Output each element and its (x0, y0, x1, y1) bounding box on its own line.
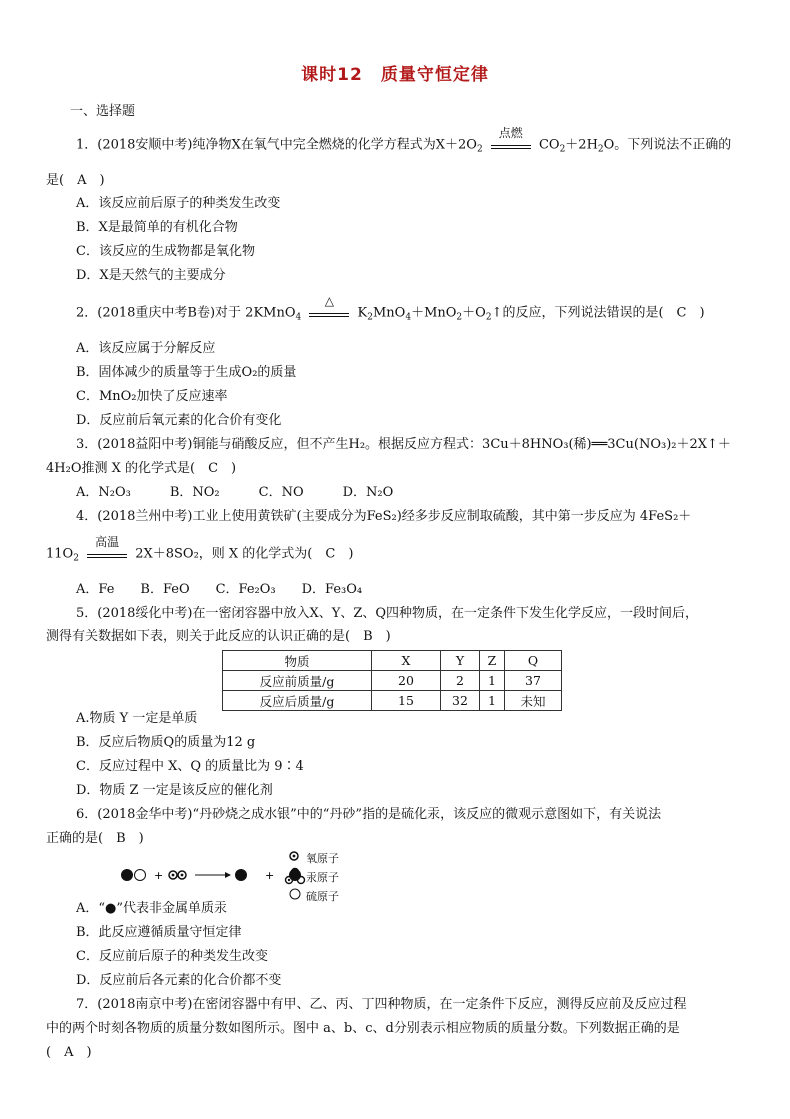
question-7-line-3: ( A ) (46, 1045, 92, 1060)
oxygen-atom-icon (288, 850, 300, 862)
question-5-line-2: 测得有关数据如下表，则关于此反应的认识正确的是( B ) (46, 629, 391, 644)
question-3-line-2: 4H₂O推测 X 的化学式是( C ) (46, 461, 237, 476)
table-cell: 反应后质量/g (223, 691, 372, 711)
table-header-cell: Y (441, 651, 480, 671)
option-b: B．此反应遵循质量守恒定律 (76, 925, 242, 940)
option-a: A．“●”代表非金属单质汞 (76, 901, 228, 916)
plus-sign: + (154, 869, 164, 882)
table-row (223, 691, 562, 711)
question-4-options: A．Fe B．FeO C．Fe₂O₃ D．Fe₃O₄ (76, 582, 363, 597)
mass-data-table (222, 650, 562, 711)
reaction-condition-arrow: 点燃 (491, 136, 531, 154)
legend-item-mercury: 汞原子 (288, 867, 339, 886)
option-d: D．X是天然气的主要成分 (76, 268, 226, 283)
atom-legend (288, 848, 339, 905)
mercury-atom-icon (121, 869, 133, 881)
option-c: C．该反应的生成物都是氧化物 (76, 244, 255, 259)
table-cell: 2 (441, 671, 480, 691)
table-cell: 反应前质量/g (223, 671, 372, 691)
option-b: B．X是最简单的有机化合物 (76, 220, 238, 235)
mercury-atom-icon (235, 869, 247, 881)
table-cell: 1 (480, 691, 505, 711)
option-a: A．该反应前后原子的种类发生改变 (76, 196, 281, 211)
sulfur-atom-icon (135, 870, 146, 881)
question-2-line-1: 2．(2018重庆中考B卷)对于 2KMnO$_4$ △ $K_2MnO_4+MnO_2+O_2↑$的反应，下列说法错误的是( C ) (76, 294, 705, 323)
mercury-atom-icon (288, 868, 302, 882)
table-header-cell: Q (505, 651, 562, 671)
table-header-row (223, 651, 562, 671)
table-header-cell: X (372, 651, 441, 671)
table-cell: 20 (372, 671, 441, 691)
question-7-line-2: 中的两个时刻各物质的质量分数如图所示。图中 a、b、c、d分别表示相应物质的质量分数。下列数据正确的是 (46, 1021, 680, 1036)
question-4-line-1: 4．(2018兰州中考)工业上使用黄铁矿(主要成分为FeS₂)经多步反应制取硫酸，其中第一步反应为 4FeS₂＋ (76, 509, 692, 524)
option-d: D．物质 Z 一定是该反应的催化剂 (76, 783, 273, 798)
option-c: C．反应前后原子的种类发生改变 (76, 949, 268, 964)
option-a: A．该反应属于分解反应 (76, 341, 216, 356)
option-b: B．固体减少的质量等于生成O₂的质量 (76, 365, 297, 380)
table-header-cell: Z (480, 651, 505, 671)
option-c: C．反应过程中 X、Q 的质量比为 9∶4 (76, 759, 304, 774)
sulfur-atom-icon (288, 887, 302, 901)
table-cell: 15 (372, 691, 441, 711)
question-6-line-2: 正确的是( B ) (46, 831, 144, 846)
question-5-line-1: 5．(2018绥化中考)在一密闭容器中放入X、Y、Z、Q四种物质，在一定条件下发生化学反应，一段时间后， (76, 606, 699, 621)
table-cell: 1 (480, 671, 505, 691)
section-heading: 一、选择题 (70, 104, 136, 119)
page-title: 课时12 质量守恒定律 (301, 65, 489, 85)
legend-item-oxygen: 氧原子 (288, 848, 339, 867)
table-header-cell: 物质 (223, 651, 372, 671)
question-1-line-1: 1．(2018安顺中考)纯净物X在氧气中完全燃烧的化学方程式为$X+2O_2$ 点燃 $CO_2+2H_2O$。下列说法不正确的 (76, 126, 732, 155)
table-cell: 32 (441, 691, 480, 711)
question-4-line-2: $11O_2$ 高温 2X＋8SO₂，则 X 的化学式为( C ) (46, 535, 354, 564)
option-b: B．反应后物质Q的质量为12 g (76, 735, 256, 750)
table-cell: 未知 (505, 691, 562, 711)
question-6-line-1: 6．(2018金华中考)“丹砂烧之成水银”中的“丹砂”指的是硫化汞，该反应的微观示意图如下，有关说法 (76, 807, 662, 822)
question-7-line-1: 7．(2018南京中考)在密闭容器中有甲、乙、丙、丁四种物质，在一定条件下反应，测得反应前及反应过程 (76, 997, 687, 1012)
option-a: A.物质 Y 一定是单质 (76, 711, 198, 726)
option-c: C．MnO₂加快了反应速率 (76, 389, 228, 404)
question-1-line-2: 是( A ) (46, 173, 105, 188)
option-d: D．反应前后各元素的化合价都不变 (76, 973, 282, 988)
option-d: D．反应前后氧元素的化合价有变化 (76, 413, 282, 428)
question-3-line-1: 3．(2018益阳中考)铜能与硝酸反应，但不产生H₂。根据反应方程式：3Cu＋8HNO₃(稀)══3Cu(NO₃)₂＋2X↑＋ (76, 437, 731, 452)
table-cell: 37 (505, 671, 562, 691)
question-3-options: A．N₂O₃ B．NO₂ C．NO D．N₂O (76, 485, 394, 500)
table-row (223, 671, 562, 691)
reaction-condition-arrow: 高温 (87, 545, 127, 563)
reaction-condition-arrow: △ (309, 304, 349, 322)
plus-sign: + (265, 869, 275, 882)
legend-item-sulfur: 硫原子 (288, 886, 339, 905)
